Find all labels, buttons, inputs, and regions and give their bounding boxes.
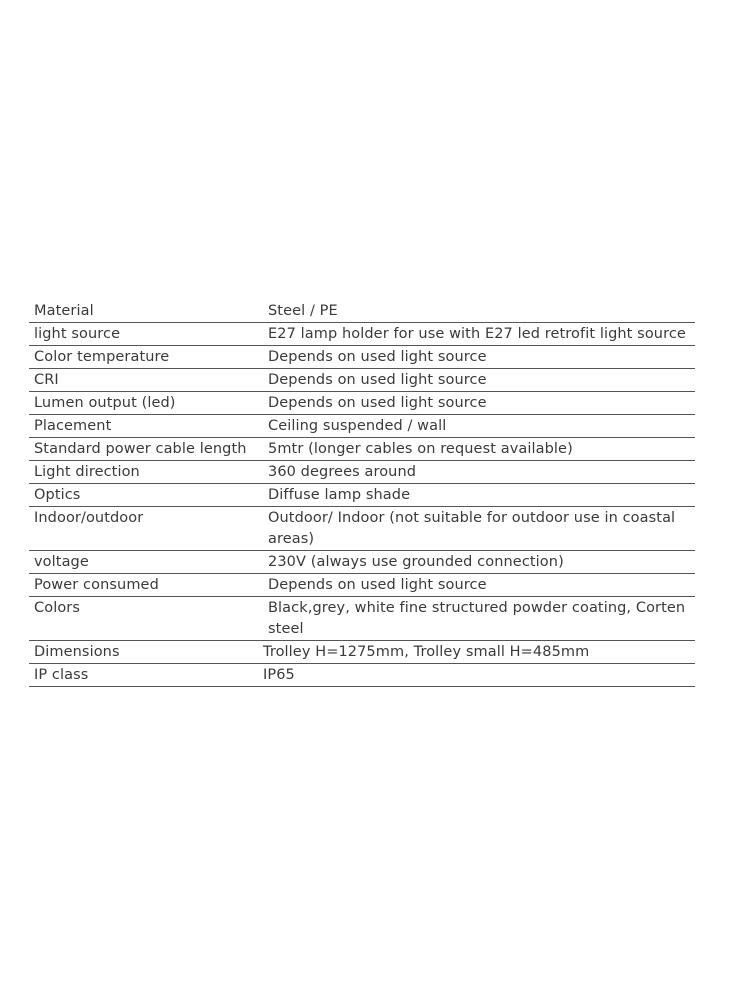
table-row [29, 392, 695, 415]
row-label: light source [29, 323, 262, 346]
table-row [29, 507, 695, 551]
row-value: Outdoor/ Indoor (not suitable for outdoor use in coastal areas) [262, 507, 695, 551]
row-label: Material [29, 300, 262, 323]
row-value: 360 degrees around [262, 461, 695, 484]
row-label: Dimensions [29, 641, 262, 664]
row-value: Trolley H=1275mm, Trolley small H=485mm [262, 641, 695, 664]
table-row [29, 369, 695, 392]
row-value: Ceiling suspended / wall [262, 415, 695, 438]
row-value: Depends on used light source [262, 346, 695, 369]
row-value: Depends on used light source [262, 574, 695, 597]
table-row [29, 664, 695, 687]
row-value: IP65 [262, 664, 695, 687]
table-row [29, 346, 695, 369]
table-row [29, 597, 695, 641]
row-label: Standard power cable length [29, 438, 262, 461]
row-label: CRI [29, 369, 262, 392]
row-value: Depends on used light source [262, 369, 695, 392]
table-row [29, 574, 695, 597]
row-label: Power consumed [29, 574, 262, 597]
row-label: IP class [29, 664, 262, 687]
row-value: Depends on used light source [262, 392, 695, 415]
row-label: Light direction [29, 461, 262, 484]
table-row [29, 323, 695, 346]
row-label: Colors [29, 597, 262, 641]
specifications-table [29, 300, 695, 687]
row-label: Placement [29, 415, 262, 438]
row-value: 230V (always use grounded connection) [262, 551, 695, 574]
table-row [29, 641, 695, 664]
table-row [29, 415, 695, 438]
row-label: Optics [29, 484, 262, 507]
table-row [29, 461, 695, 484]
row-value: Steel / PE [262, 300, 695, 323]
table-row [29, 484, 695, 507]
table-row [29, 438, 695, 461]
row-value: Black,grey, white fine structured powder coating, Corten steel [262, 597, 695, 641]
row-value: 5mtr (longer cables on request available) [262, 438, 695, 461]
row-label: Indoor/outdoor [29, 507, 262, 551]
table-row [29, 300, 695, 323]
row-label: voltage [29, 551, 262, 574]
row-label: Lumen output (led) [29, 392, 262, 415]
row-value: E27 lamp holder for use with E27 led retrofit light source [262, 323, 695, 346]
row-label: Color temperature [29, 346, 262, 369]
table-row [29, 551, 695, 574]
row-value: Diffuse lamp shade [262, 484, 695, 507]
